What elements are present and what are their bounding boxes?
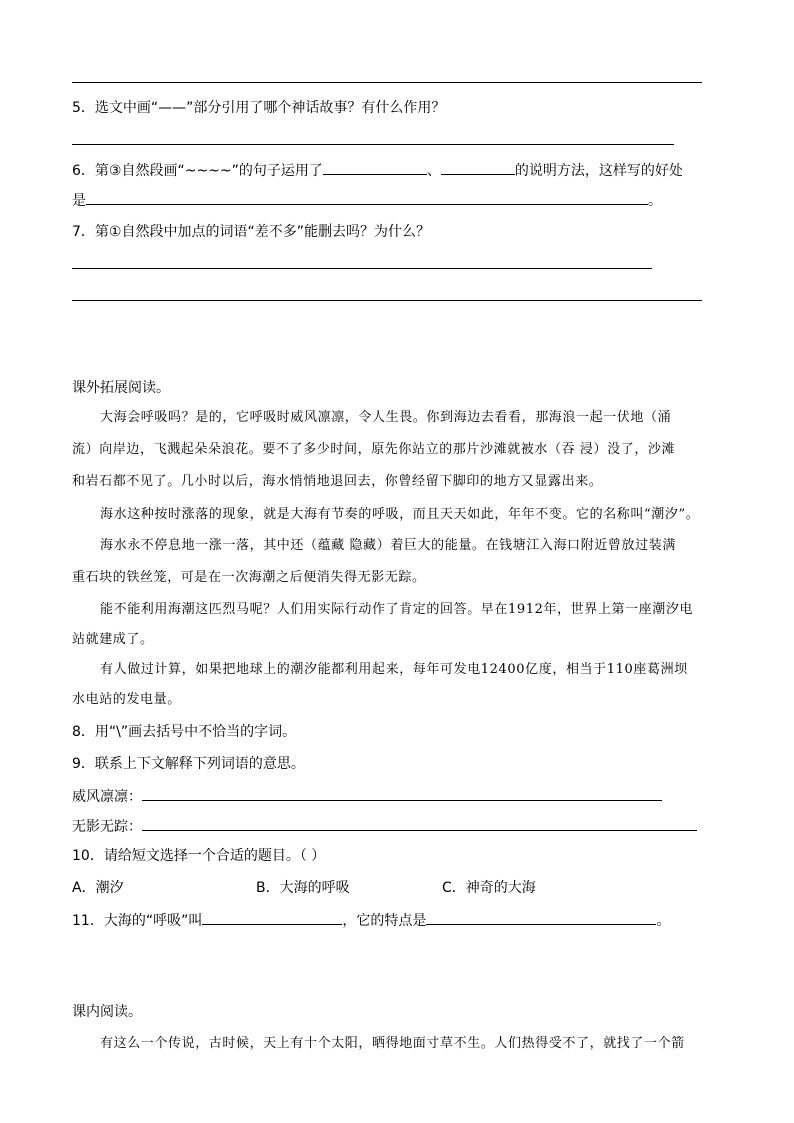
question-9-a bbox=[72, 786, 662, 807]
answer-blank bbox=[426, 910, 656, 925]
question-6-text: 是 bbox=[72, 193, 86, 209]
option-a: A．潮汐 bbox=[72, 880, 124, 896]
passage-line: 海水这种按时涨落的现象，就是大海有节奏的呼吸，而且天天如此，年年不变。它的名称叫“潮汐”。 bbox=[100, 507, 700, 522]
answer-blank bbox=[86, 190, 648, 205]
question-6 bbox=[72, 160, 683, 181]
question-10-options bbox=[72, 878, 536, 898]
question-6-continued bbox=[72, 190, 662, 211]
question-9-b bbox=[72, 816, 697, 837]
question-6-text: 6．第③自然段画“~~~~”的句子运用了 bbox=[72, 163, 323, 179]
section-heading-extended: 课外拓展阅读。 bbox=[72, 380, 170, 396]
passage-line: 水电站的发电量。 bbox=[72, 692, 181, 707]
answer-blank bbox=[202, 910, 342, 925]
section-heading-inclass: 课内阅读。 bbox=[72, 1004, 142, 1020]
passage-line: 站就建成了。 bbox=[72, 632, 154, 647]
passage-line: 有人做过计算，如果把地球上的潮汐能都利用起来，每年可发电12400亿度，相当于110座葛洲坝 bbox=[100, 662, 688, 677]
answer-blank bbox=[441, 160, 515, 175]
question-5: 5．选文中画“——”部分引用了哪个神话故事？有什么作用？ bbox=[72, 100, 446, 116]
question-11-text: ，它的特点是 bbox=[342, 913, 427, 929]
passage-line: 能不能利用海潮这匹烈马呢？人们用实际行动作了肯定的回答。早在1912年，世界上第一座潮汐电 bbox=[100, 602, 694, 617]
question-11 bbox=[72, 910, 670, 931]
answer-blank bbox=[323, 160, 427, 175]
answer-line bbox=[72, 268, 652, 269]
question-7: 7．第①自然段中加点的词语“差不多”能删去吗？为什么？ bbox=[72, 224, 430, 240]
question-10: 10．请给短文选择一个合适的题目。（ ） bbox=[72, 848, 326, 864]
answer-line bbox=[72, 82, 702, 83]
question-9: 9．联系上下文解释下列词语的意思。 bbox=[72, 756, 305, 772]
question-8: 8．用“\”画去括号中不恰当的字词。 bbox=[72, 724, 297, 740]
passage-line: 有这么一个传说，古时候，天上有十个太阳，晒得地面寸草不生。人们热得受不了，就找了一个箭 bbox=[100, 1036, 685, 1051]
term-label: 威风凛凛： bbox=[72, 789, 142, 805]
option-b: B．大海的呼吸 bbox=[256, 880, 350, 896]
question-11-text: 11．大海的“呼吸”叫 bbox=[72, 913, 203, 929]
passage-line: 海水永不停息地一涨一落，其中还（蕴藏 隐藏）着巨大的能量。在钱塘江入海口附近曾放过装满 bbox=[100, 538, 676, 553]
period: 。 bbox=[648, 193, 662, 209]
passage-line: 大海会呼吸吗？是的，它呼吸时威风凛凛，令人生畏。你到海边去看看，那海浪一起一伏地（涌 bbox=[100, 410, 672, 425]
answer-line bbox=[72, 144, 674, 145]
option-c: C．神奇的大海 bbox=[442, 880, 536, 896]
passage-line: 流）向岸边，飞溅起朵朵浪花。要不了多少时间，原先你站立的那片沙滩就被水（吞 浸）没了，沙滩 bbox=[72, 442, 676, 457]
answer-blank bbox=[142, 816, 697, 831]
passage-line: 和岩石都不见了。几小时以后，海水悄悄地退回去，你曾经留下脚印的地方又显露出来。 bbox=[72, 474, 603, 489]
question-6-text: 的说明方法，这样写的好处 bbox=[514, 163, 683, 179]
passage-line: 重石块的铁丝笼，可是在一次海潮之后便消失得无影无踪。 bbox=[72, 570, 426, 585]
term-label: 无影无踪： bbox=[72, 819, 142, 835]
answer-line bbox=[72, 300, 702, 301]
period: 。 bbox=[656, 913, 671, 929]
separator: 、 bbox=[426, 163, 441, 179]
answer-blank bbox=[142, 786, 662, 801]
